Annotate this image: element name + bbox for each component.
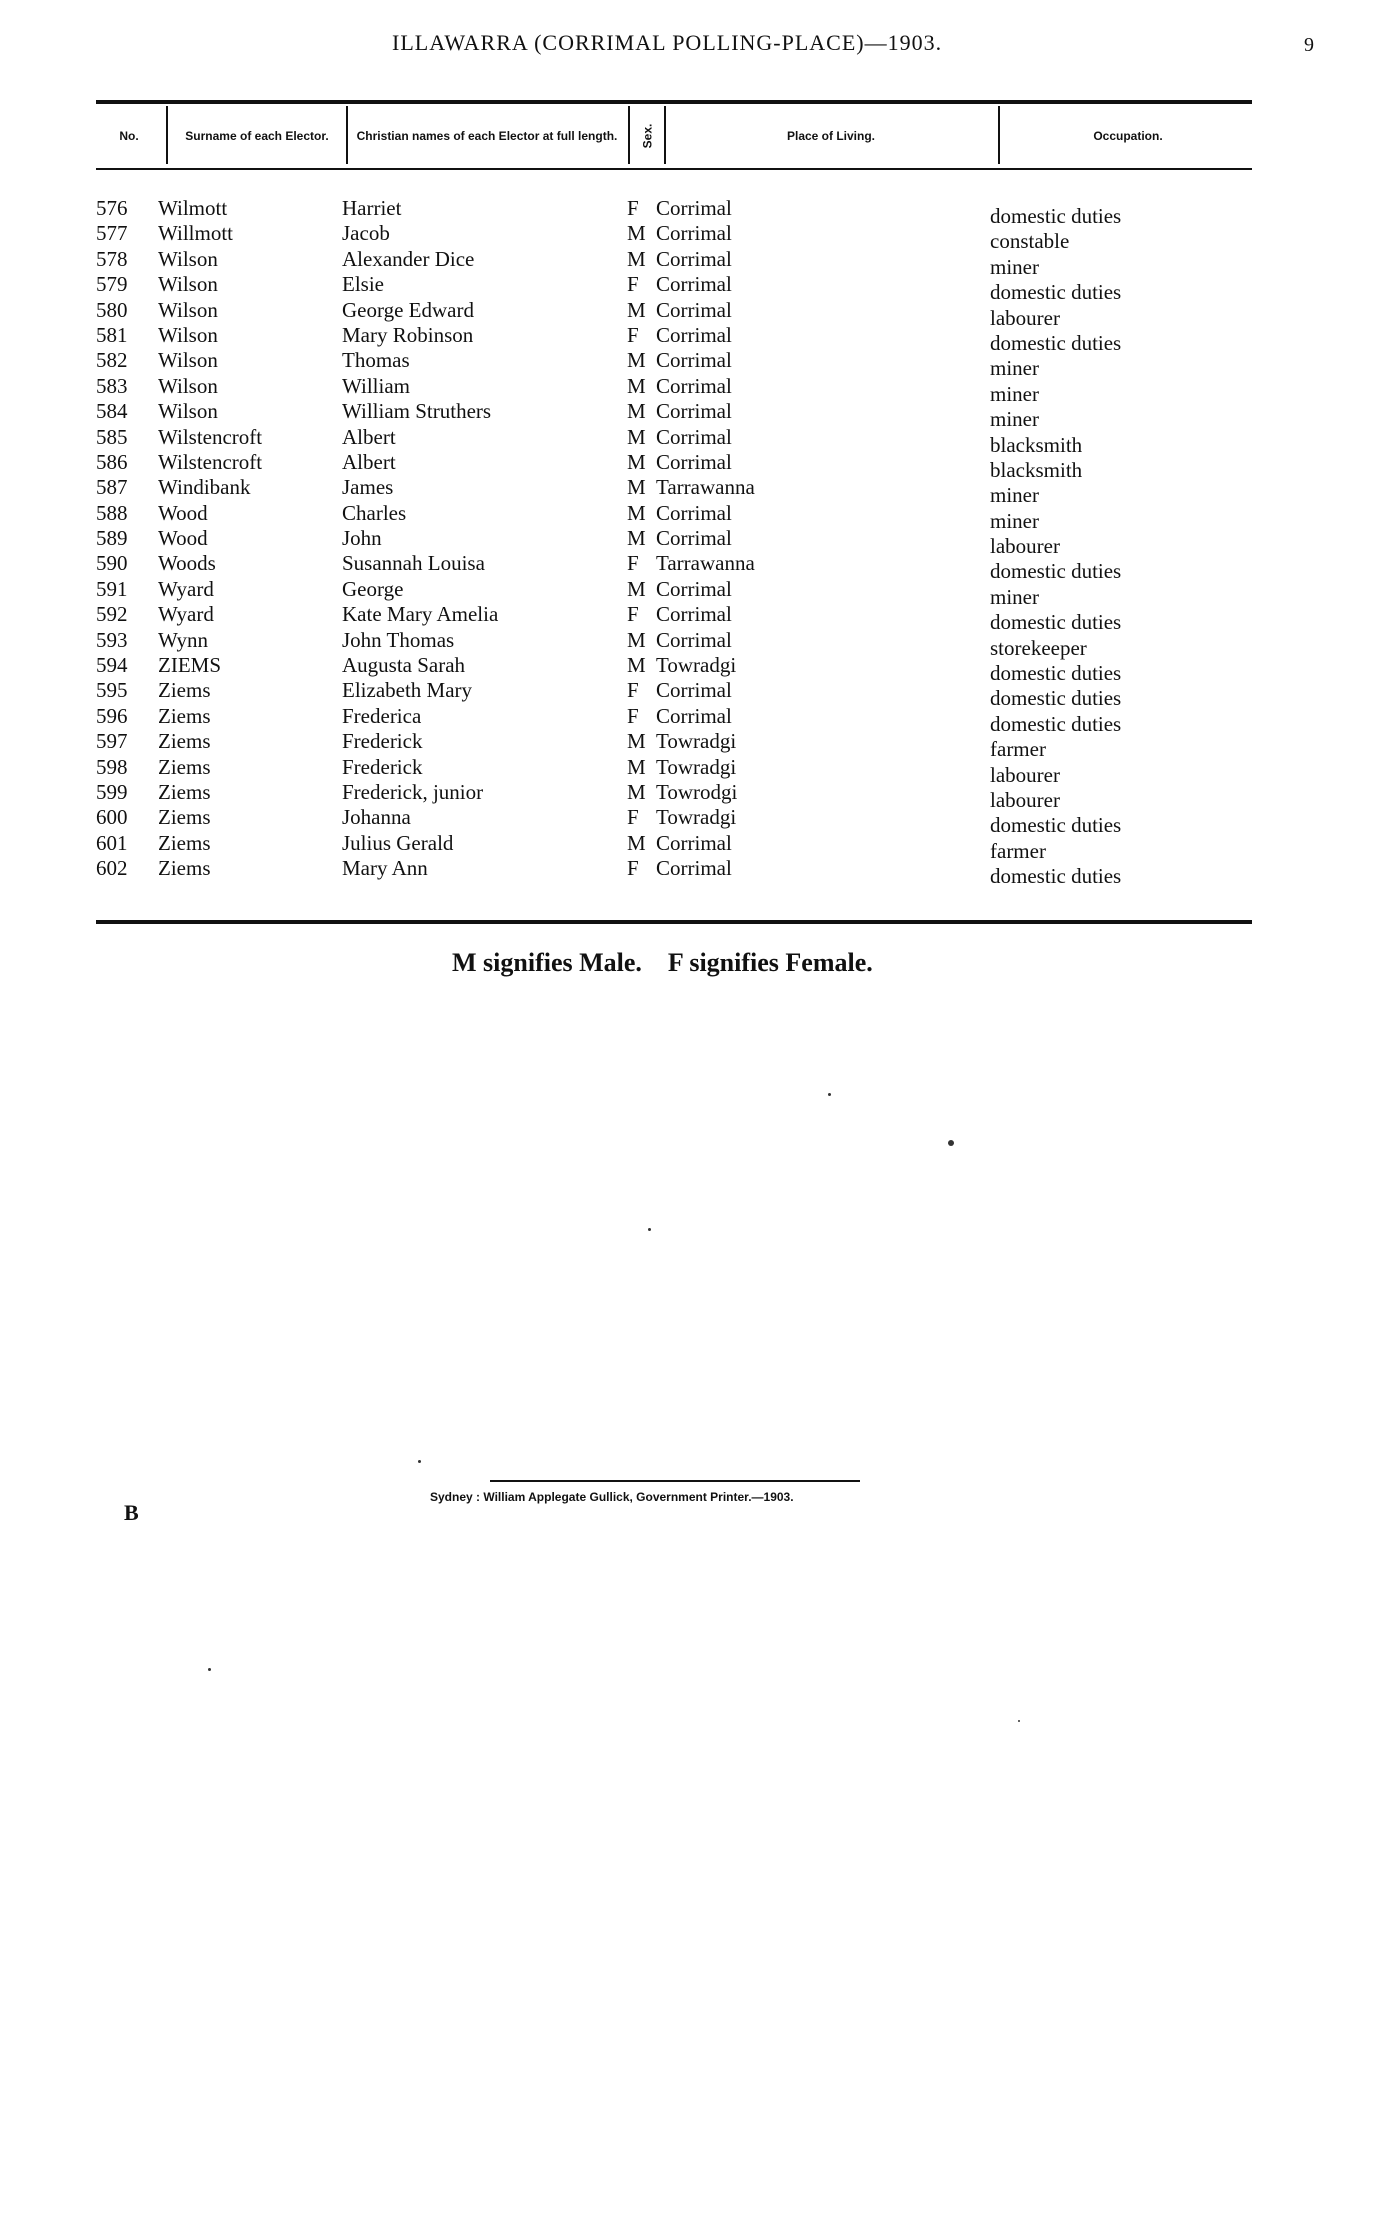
elector-occupation: blacksmith (990, 432, 1083, 457)
elector-occupation: domestic duties (990, 686, 1122, 711)
elector-number: 578 (96, 246, 128, 271)
column-header-occupation: Occupation. (1093, 129, 1163, 143)
elector-number: 583 (96, 373, 128, 398)
elector-occupation: blacksmith (990, 457, 1083, 482)
elector-place-of-living: Towradgi (656, 805, 737, 830)
column-divider (346, 106, 348, 164)
elector-place-of-living: Towradgi (656, 754, 737, 779)
elector-christian-names: Jacob (342, 221, 390, 246)
elector-place-of-living: Corrimal (656, 627, 732, 652)
elector-sex: M (627, 779, 646, 804)
elector-surname: Ziems (158, 703, 211, 728)
elector-occupation: labourer (990, 305, 1060, 330)
elector-sex: M (627, 475, 646, 500)
elector-occupation: labourer (990, 787, 1060, 812)
elector-number: 577 (96, 221, 128, 246)
elector-occupation: domestic duties (990, 280, 1122, 305)
elector-sex: M (627, 424, 646, 449)
elector-surname: Windibank (158, 475, 251, 500)
elector-place-of-living: Corrimal (656, 246, 732, 271)
elector-sex: M (627, 246, 646, 271)
elector-surname: Willmott (158, 221, 233, 246)
elector-place-of-living: Corrimal (656, 856, 732, 881)
elector-surname: Wilson (158, 373, 218, 398)
elector-number: 593 (96, 627, 128, 652)
table-row (0, 475, 1382, 508)
table-row (0, 424, 1382, 457)
elector-place-of-living: Corrimal (656, 373, 732, 398)
elector-occupation: storekeeper (990, 635, 1087, 660)
elector-christian-names: Charles (342, 500, 407, 525)
elector-place-of-living: Corrimal (656, 500, 732, 525)
elector-surname: Wilstencroft (158, 424, 263, 449)
elector-place-of-living: Corrimal (656, 703, 732, 728)
elector-christian-names: Harriet (342, 196, 402, 220)
page-number: 9 (1304, 34, 1314, 56)
table-row (0, 221, 1382, 254)
elector-place-of-living: Towradgi (656, 653, 737, 678)
table-row (0, 805, 1382, 838)
elector-number: 601 (96, 830, 128, 855)
elector-sex: M (627, 449, 646, 474)
column-divider (166, 106, 168, 164)
print-speck (418, 1460, 421, 1463)
elector-number: 591 (96, 576, 128, 601)
elector-surname: Ziems (158, 805, 211, 830)
elector-christian-names: Elsie (342, 272, 384, 297)
table-row (0, 830, 1382, 863)
elector-place-of-living: Corrimal (656, 602, 732, 627)
table-row (0, 399, 1382, 432)
elector-number: 602 (96, 856, 128, 881)
elector-christian-names: Albert (342, 424, 396, 449)
elector-place-of-living: Corrimal (656, 196, 732, 220)
elector-surname: Wynn (158, 627, 209, 652)
elector-christian-names: Augusta Sarah (342, 653, 466, 678)
elector-occupation: domestic duties (990, 864, 1122, 889)
elector-surname: Ziems (158, 754, 211, 779)
elector-place-of-living: Towradgi (656, 729, 737, 754)
elector-occupation: domestic duties (990, 661, 1122, 686)
elector-occupation: miner (990, 407, 1039, 432)
elector-occupation: miner (990, 584, 1039, 609)
elector-christian-names: Johanna (342, 805, 411, 830)
elector-sex: F (627, 322, 639, 347)
legend-female: F signifies Female. (667, 948, 873, 977)
elector-christian-names: John Thomas (342, 627, 455, 652)
elector-christian-names: Frederick (342, 729, 423, 754)
elector-place-of-living: Corrimal (656, 272, 732, 297)
elector-christian-names: George (342, 576, 404, 601)
print-speck (648, 1228, 651, 1231)
print-speck (828, 1093, 831, 1096)
table-row (0, 297, 1382, 330)
elector-christian-names: Mary Robinson (342, 322, 474, 347)
elector-place-of-living: Corrimal (656, 221, 732, 246)
elector-occupation: domestic duties (990, 610, 1122, 635)
column-divider (664, 106, 666, 164)
table-row (0, 653, 1382, 686)
elector-place-of-living: Corrimal (656, 526, 732, 551)
elector-sex: F (627, 196, 639, 220)
table-row (0, 779, 1382, 812)
elector-occupation: labourer (990, 534, 1060, 559)
sex-header-label: Sex. (640, 123, 654, 149)
elector-number: 579 (96, 272, 128, 297)
elector-number: 581 (96, 322, 128, 347)
elector-surname: Wood (158, 526, 208, 551)
table-row (0, 322, 1382, 355)
table-row (0, 196, 1382, 228)
elector-place-of-living: Corrimal (656, 399, 732, 424)
elector-surname: Wyard (158, 576, 214, 601)
column-header-surname: Surname of each Elector. (185, 129, 329, 143)
elector-number: 594 (96, 653, 128, 678)
elector-christian-names: Alexander Dice (342, 246, 475, 271)
elector-place-of-living: Corrimal (656, 678, 732, 703)
elector-surname: Wilson (158, 246, 218, 271)
elector-surname: Wilmott (158, 196, 228, 220)
elector-sex: M (627, 754, 646, 779)
elector-sex: F (627, 602, 639, 627)
elector-christian-names: Thomas (342, 348, 410, 373)
elector-sex: F (627, 551, 639, 576)
print-speck (208, 1668, 211, 1671)
column-headers (96, 104, 1252, 168)
elector-place-of-living: Corrimal (656, 297, 732, 322)
elector-list (0, 196, 1382, 889)
elector-christian-names: Julius Gerald (342, 830, 454, 855)
column-divider (998, 106, 1000, 164)
elector-occupation: miner (990, 508, 1039, 533)
elector-number: 589 (96, 526, 128, 551)
elector-christian-names: James (342, 475, 394, 500)
table-row (0, 856, 1382, 889)
elector-christian-names: Albert (342, 449, 396, 474)
elector-number: 582 (96, 348, 128, 373)
elector-sex: F (627, 856, 639, 881)
column-header-sex (632, 104, 662, 168)
legend-male: M signifies Male. (452, 948, 642, 977)
elector-surname: Wilson (158, 348, 218, 373)
elector-number: 600 (96, 805, 128, 830)
elector-number: 598 (96, 754, 128, 779)
column-header-no: No. (119, 129, 139, 143)
elector-place-of-living: Towrodgi (656, 779, 738, 804)
elector-number: 576 (96, 196, 128, 220)
elector-place-of-living: Corrimal (656, 322, 732, 347)
table-row (0, 373, 1382, 406)
elector-christian-names: Elizabeth Mary (342, 678, 473, 703)
legend-text (452, 948, 873, 978)
elector-christian-names: Kate Mary Amelia (342, 602, 499, 627)
print-speck (948, 1140, 954, 1146)
elector-surname: Ziems (158, 830, 211, 855)
elector-occupation: labourer (990, 762, 1060, 787)
elector-occupation: domestic duties (990, 330, 1122, 355)
elector-occupation: domestic duties (990, 204, 1122, 228)
elector-occupation: farmer (990, 737, 1046, 762)
print-speck (1018, 1720, 1020, 1722)
table-row (0, 348, 1382, 381)
table-row (0, 703, 1382, 736)
elector-place-of-living: Corrimal (656, 576, 732, 601)
elector-sex: F (627, 805, 639, 830)
table-row (0, 729, 1382, 762)
elector-christian-names: Frederick (342, 754, 423, 779)
elector-surname: Wyard (158, 602, 214, 627)
elector-number: 587 (96, 475, 128, 500)
elector-sex: M (627, 526, 646, 551)
column-header-christian-names: Christian names of each Elector at full length. (356, 129, 618, 143)
elector-sex: M (627, 627, 646, 652)
elector-occupation: miner (990, 381, 1039, 406)
elector-number: 596 (96, 703, 128, 728)
elector-occupation: miner (990, 483, 1039, 508)
elector-number: 584 (96, 399, 128, 424)
header-bottom-rule (96, 168, 1252, 170)
elector-sex: M (627, 348, 646, 373)
printer-imprint: Sydney : William Applegate Gullick, Government Printer.—1903. (430, 1490, 794, 1504)
table-row (0, 754, 1382, 787)
elector-sex: M (627, 653, 646, 678)
elector-sex: M (627, 729, 646, 754)
elector-surname: Ziems (158, 729, 211, 754)
elector-number: 585 (96, 424, 128, 449)
elector-occupation: constable (990, 229, 1070, 254)
elector-number: 597 (96, 729, 128, 754)
elector-christian-names: Frederick, junior (342, 779, 484, 804)
elector-sex: M (627, 373, 646, 398)
elector-occupation: domestic duties (990, 711, 1122, 736)
elector-number: 599 (96, 779, 128, 804)
elector-sex: M (627, 399, 646, 424)
elector-christian-names: John (342, 526, 382, 551)
elector-surname: Ziems (158, 678, 211, 703)
elector-christian-names: Frederica (342, 703, 422, 728)
table-row (0, 627, 1382, 660)
elector-number: 590 (96, 551, 128, 576)
elector-occupation: miner (990, 356, 1039, 381)
elector-surname: Ziems (158, 856, 211, 881)
elector-sex: F (627, 678, 639, 703)
elector-christian-names: William (342, 373, 410, 398)
page-header (0, 30, 1382, 70)
table-row (0, 272, 1382, 305)
table-row (0, 678, 1382, 711)
elector-christian-names: William Struthers (342, 399, 492, 424)
table-row (0, 500, 1382, 533)
elector-occupation: miner (990, 254, 1039, 279)
elector-surname: Wilson (158, 272, 218, 297)
elector-number: 586 (96, 449, 128, 474)
elector-surname: ZIEMS (158, 653, 221, 678)
elector-surname: Wilson (158, 322, 218, 347)
elector-place-of-living: Corrimal (656, 424, 732, 449)
elector-occupation: domestic duties (990, 559, 1122, 584)
printer-rule (490, 1480, 860, 1482)
elector-surname: Wilson (158, 297, 218, 322)
table-row (0, 526, 1382, 559)
elector-place-of-living: Corrimal (656, 830, 732, 855)
elector-place-of-living: Corrimal (656, 348, 732, 373)
elector-sex: M (627, 500, 646, 525)
elector-place-of-living: Tarrawanna (656, 475, 755, 500)
elector-surname: Woods (158, 551, 216, 576)
signature-mark: B (124, 1500, 139, 1525)
elector-surname: Wood (158, 500, 208, 525)
column-divider (628, 106, 630, 164)
elector-surname: Wilstencroft (158, 449, 263, 474)
elector-sex: M (627, 221, 646, 246)
elector-place-of-living: Corrimal (656, 449, 732, 474)
table-row (0, 246, 1382, 279)
elector-christian-names: Mary Ann (342, 856, 428, 881)
elector-surname: Ziems (158, 779, 211, 804)
column-header-place-of-living: Place of Living. (786, 129, 876, 143)
elector-sex: M (627, 297, 646, 322)
table-row (0, 551, 1382, 584)
elector-sex: F (627, 272, 639, 297)
elector-number: 588 (96, 500, 128, 525)
table-row (0, 576, 1382, 609)
table-row (0, 449, 1382, 482)
elector-number: 595 (96, 678, 128, 703)
elector-occupation: domestic duties (990, 813, 1122, 838)
elector-christian-names: George Edward (342, 297, 474, 322)
elector-sex: M (627, 576, 646, 601)
elector-sex: F (627, 703, 639, 728)
elector-place-of-living: Tarrawanna (656, 551, 755, 576)
elector-number: 580 (96, 297, 128, 322)
elector-surname: Wilson (158, 399, 218, 424)
elector-occupation: farmer (990, 838, 1046, 863)
table-row (0, 602, 1382, 635)
elector-christian-names: Susannah Louisa (342, 551, 485, 576)
page-title: ILLAWARRA (CORRIMAL POLLING-PLACE)—1903. (392, 30, 943, 55)
table-bottom-rule (96, 920, 1252, 924)
elector-number: 592 (96, 602, 128, 627)
elector-sex: M (627, 830, 646, 855)
